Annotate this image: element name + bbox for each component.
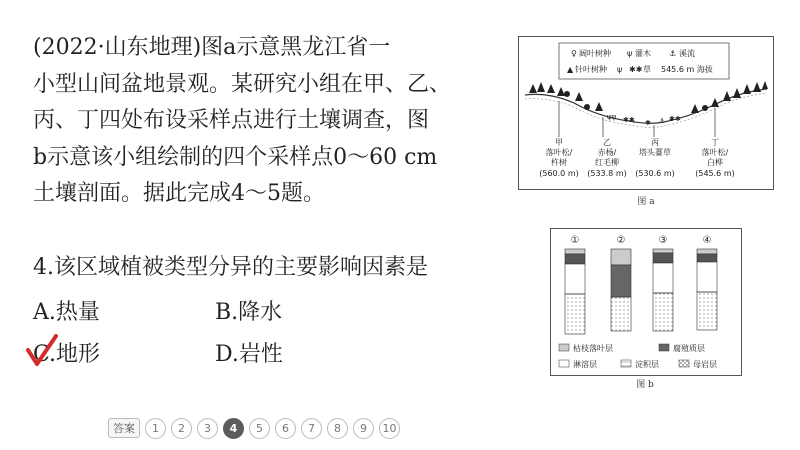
legend-litter: 枯枝落叶层 (573, 344, 613, 353)
option-b[interactable]: B.降水 (215, 300, 283, 325)
site-elev: (533.8 m) (587, 169, 627, 178)
legend-illuvial: 淀积层 (635, 360, 659, 369)
legend-shrub: 灌木 (635, 49, 651, 58)
svg-text:✱: ✱ (645, 119, 651, 127)
page-10-button[interactable]: 10 (379, 418, 400, 439)
option-d[interactable]: D.岩性 (215, 342, 283, 367)
site-veg: 落叶松/ (545, 148, 573, 157)
column-label: ④ (702, 235, 712, 246)
svg-text:✱✱: ✱✱ (669, 115, 681, 123)
site-elev: (530.6 m) (635, 169, 675, 178)
legend-conifer-icon: ▲ (567, 65, 574, 74)
answer-button[interactable]: 答案 (108, 418, 140, 438)
legend-shrub-icon: ψ (627, 49, 633, 58)
stem-line: b示意该小组绘制的四个采样点0～60 cm (33, 144, 438, 170)
site-name: 乙 (603, 138, 611, 147)
site-veg: 落叶松/ (701, 148, 729, 157)
soil-column-3 (653, 249, 673, 331)
page-9-button[interactable]: 9 (353, 418, 374, 439)
question-4: 4.该区域植被类型分异的主要影响因素是 (33, 255, 428, 280)
column-label: ③ (658, 235, 668, 246)
legend-eluvial: 淋溶层 (573, 360, 597, 369)
correct-check-icon (26, 334, 58, 368)
site-veg: 杵树 (551, 158, 567, 167)
stem-line: 土壤剖面。据此完成4～5题。 (33, 181, 325, 206)
stem-line: 丙、丁四处布设采样点进行土壤调查，图 (33, 108, 430, 133)
option-c[interactable]: C.地形 (33, 342, 101, 367)
page-2-button[interactable]: 2 (171, 418, 192, 439)
right-trees (691, 81, 768, 113)
page-1-button[interactable]: 1 (145, 418, 166, 439)
site-veg: 红毛柳 (595, 158, 619, 167)
legend-conifer: 针叶树种 (575, 65, 607, 74)
column-label: ① (570, 235, 580, 246)
page-5-button[interactable]: 5 (249, 418, 270, 439)
legend-parent: 母岩层 (693, 360, 717, 369)
question-stem (33, 30, 503, 213)
legend-stream: 溪流 (679, 49, 695, 58)
site-name: 甲 (555, 138, 563, 147)
legend-conifer-shrub-icon: ψ (617, 65, 623, 74)
figure-b-caption: 图 b (636, 380, 654, 390)
svg-text:ψψ: ψψ (607, 113, 617, 121)
legend-stream-icon: ⚓ (669, 49, 677, 58)
page-4-button[interactable]: 4 (223, 418, 244, 439)
site-markers (559, 101, 715, 137)
site-elev: (560.0 m) (539, 169, 579, 178)
option-a[interactable]: A.热量 (33, 300, 100, 325)
site-elev: (545.6 m) (695, 169, 735, 178)
site-veg: 塔头薹草 (639, 148, 671, 157)
page-7-button[interactable]: 7 (301, 418, 322, 439)
page-6-button[interactable]: 6 (275, 418, 296, 439)
site-name: 丙 (651, 138, 659, 147)
legend-grass-icon: ✱✱ (629, 65, 643, 74)
soil-column-4 (697, 249, 717, 330)
site-veg: 赤杨/ (597, 148, 617, 157)
figure-b (550, 228, 742, 376)
stem-line: 小型山间盆地景观。某研究小组在甲、乙、 (33, 71, 452, 97)
page-3-button[interactable]: 3 (197, 418, 218, 439)
answer-pager (108, 417, 400, 439)
figure-a-caption: 图 a (637, 197, 655, 207)
legend-elevation: 545.6 m 海拔 (661, 65, 713, 74)
legend-broadleaf: 阔叶树种 (579, 49, 611, 58)
site-veg: 白桦 (707, 158, 723, 167)
svg-text:✱✱: ✱✱ (623, 116, 635, 124)
stem-line: (2022·山东地理)图a示意黑龙江省一 (33, 35, 391, 60)
soil-column-1 (565, 249, 585, 334)
soil-column-2 (611, 249, 631, 331)
legend-broadleaf-icon: ♀ (571, 49, 577, 58)
page-8-button[interactable]: 8 (327, 418, 348, 439)
figure-a (518, 36, 774, 190)
legend-grass: 草 (643, 65, 651, 74)
column-label: ② (616, 235, 626, 246)
left-trees (529, 82, 603, 111)
site-name: 丁 (711, 138, 719, 147)
legend-humus: 腐殖质层 (673, 344, 705, 353)
svg-text:⚓: ⚓ (659, 117, 666, 125)
